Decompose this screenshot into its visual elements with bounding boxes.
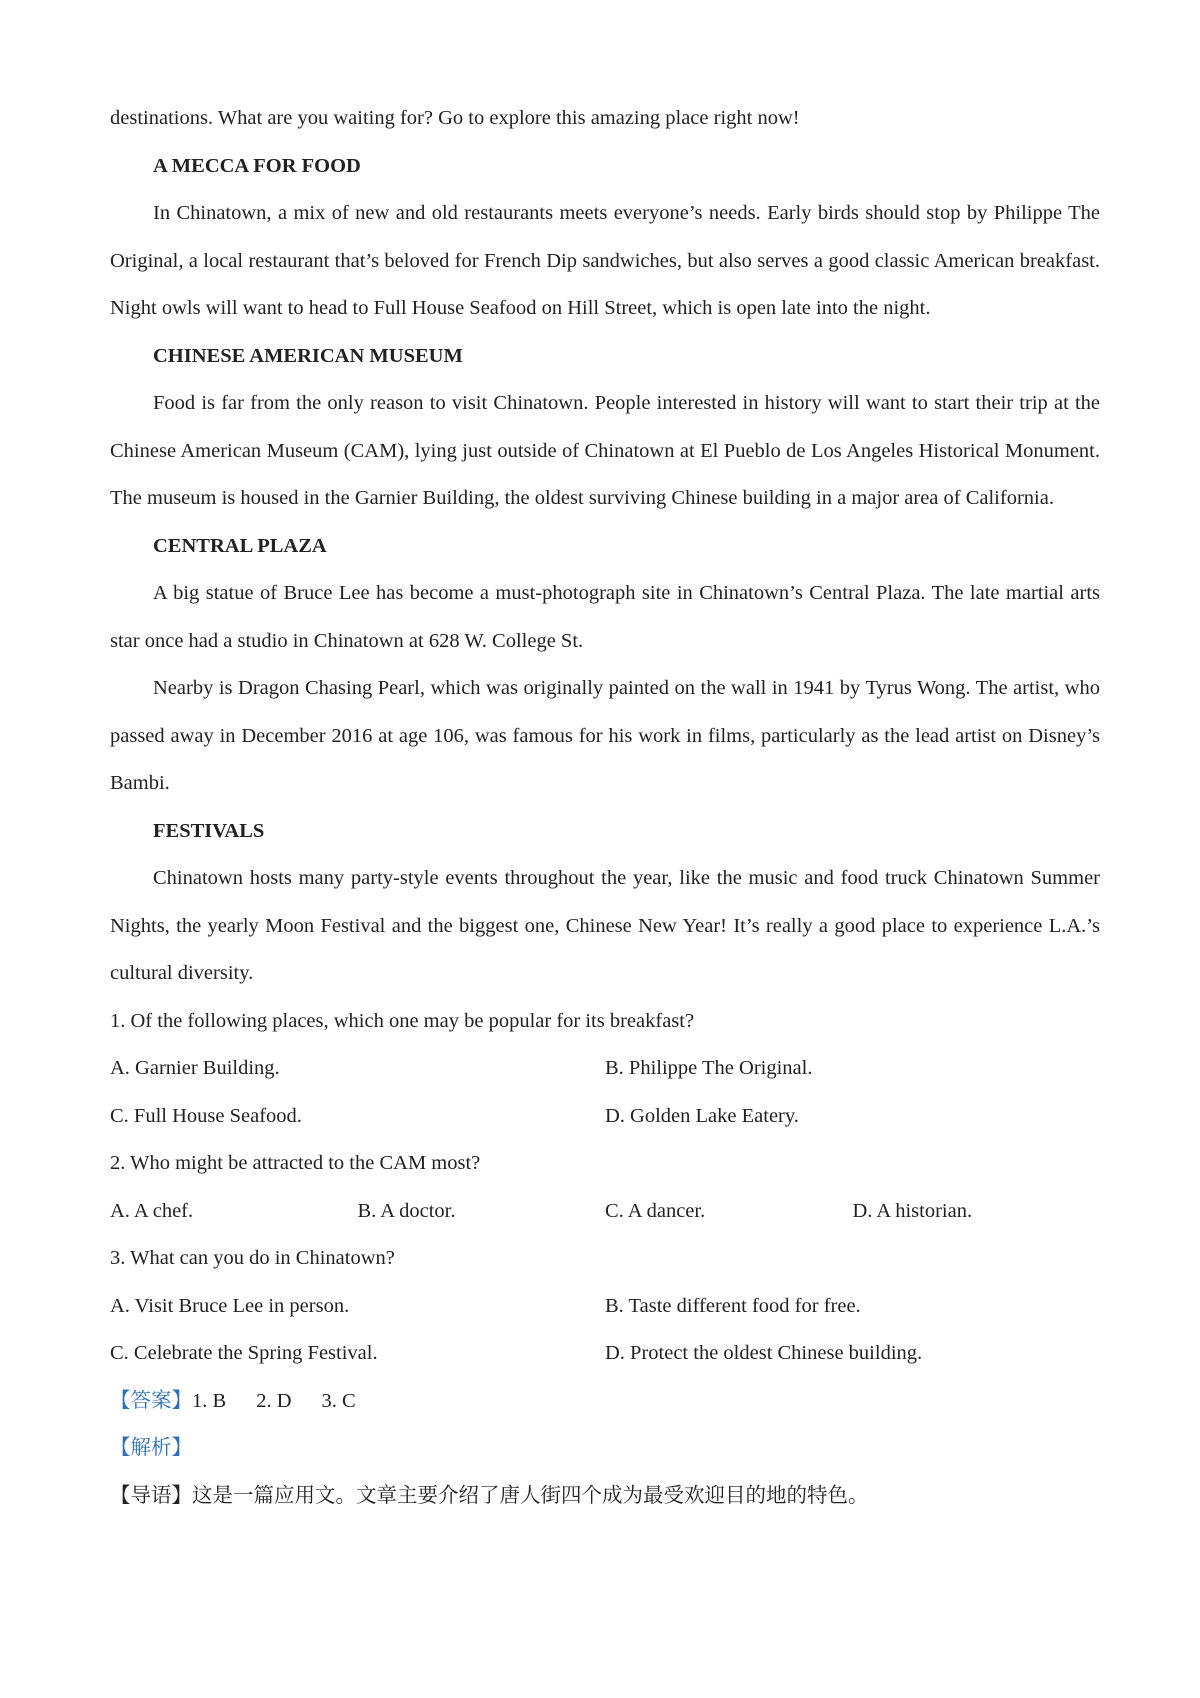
question-3-options-row-1 bbox=[110, 1283, 1100, 1331]
question-3-option-d: D. Protect the oldest Chinese building. bbox=[605, 1342, 923, 1364]
question-2-options-row bbox=[110, 1188, 1100, 1236]
question-3-stem: 3. What can you do in Chinatown? bbox=[110, 1247, 395, 1269]
answer-item-2: 2. D bbox=[256, 1389, 292, 1412]
question-1-option-d: D. Golden Lake Eatery. bbox=[605, 1104, 799, 1127]
question-2-option-b: B. A doctor. bbox=[357, 1199, 456, 1222]
intro-tail: destinations. What are you waiting for? Go to explore this amazing place right now! bbox=[110, 107, 800, 129]
question-3-options-row-2 bbox=[110, 1330, 1100, 1378]
section-paragraph-plaza-2: Nearby is Dragon Chasing Pearl, which was originally painted on the wall in 1941 by Tyrus Wong. The artist, who passed away in December 2016 at age 106, was famous for his work in films, particularly as the lead artist on Disney’s Bambi. bbox=[110, 677, 1100, 794]
section-paragraph-museum: Food is far from the only reason to visit Chinatown. People interested in history will want to start their trip at the Chinese American Museum (CAM), lying just outside of Chinatown at El Pueblo de Los Angeles Historical Monument. The museum is housed in the Garnier Building, the oldest surviving Chinese building in a major area of California. bbox=[110, 392, 1100, 509]
section-paragraph-plaza-1: A big statue of Bruce Lee has become a must-photograph site in Chinatown’s Central Plaza. The late martial arts star once had a studio in Chinatown at 628 W. College St. bbox=[110, 582, 1100, 652]
question-2-stem: 2. Who might be attracted to the CAM most? bbox=[110, 1152, 481, 1174]
guide-line bbox=[110, 1473, 1100, 1521]
question-1-option-c: C. Full House Seafood. bbox=[110, 1104, 302, 1127]
section-heading-plaza: CENTRAL PLAZA bbox=[153, 534, 327, 557]
analysis-tag: 【解析】 bbox=[110, 1437, 192, 1459]
section-heading-food: A MECCA FOR FOOD bbox=[153, 154, 361, 177]
document-page bbox=[110, 95, 1100, 1520]
question-1-option-a: A. Garnier Building. bbox=[110, 1057, 280, 1079]
question-2-option-c: C. A dancer. bbox=[605, 1199, 706, 1222]
question-1-options-row-2 bbox=[110, 1093, 1100, 1141]
answer-item-1: 1. B bbox=[192, 1389, 227, 1412]
question-3-option-c: C. Celebrate the Spring Festival. bbox=[110, 1342, 378, 1364]
question-2-option-d: D. A historian. bbox=[852, 1199, 973, 1222]
answer-line bbox=[110, 1378, 1100, 1426]
question-3-option-b: B. Taste different food for free. bbox=[605, 1294, 861, 1317]
analysis-line bbox=[110, 1425, 1100, 1473]
answer-tag: 【答案】 bbox=[110, 1389, 192, 1412]
question-3-option-a: A. Visit Bruce Lee in person. bbox=[110, 1294, 350, 1317]
section-paragraph-food: In Chinatown, a mix of new and old restaurants meets everyone’s needs. Early birds should stop by Philippe The Original, a local restaurant that’s beloved for French Dip sandwiches, but also serves a good classic American breakfast. Night owls will want to head to Full House Seafood on Hill Street, which is open late into the night. bbox=[110, 202, 1100, 319]
section-paragraph-festivals: Chinatown hosts many party-style events throughout the year, like the music and food truck Chinatown Summer Nights, the yearly Moon Festival and the biggest one, Chinese New Year! It’s really a good place to experience L.A.’s cultural diversity. bbox=[110, 867, 1100, 984]
question-2-option-a: A. A chef. bbox=[110, 1199, 194, 1222]
section-heading-museum: CHINESE AMERICAN MUSEUM bbox=[153, 344, 463, 367]
question-1-options-row-1 bbox=[110, 1045, 1100, 1093]
question-1-stem: 1. Of the following places, which one may be popular for its breakfast? bbox=[110, 1009, 695, 1032]
guide-tag: 【导语】 bbox=[110, 1484, 192, 1507]
guide-text: 这是一篇应用文。文章主要介绍了唐人街四个成为最受欢迎目的地的特色。 bbox=[192, 1484, 869, 1507]
question-1-option-b: B. Philippe The Original. bbox=[605, 1057, 813, 1079]
answer-item-3: 3. C bbox=[321, 1389, 356, 1412]
section-heading-festivals: FESTIVALS bbox=[153, 819, 265, 842]
